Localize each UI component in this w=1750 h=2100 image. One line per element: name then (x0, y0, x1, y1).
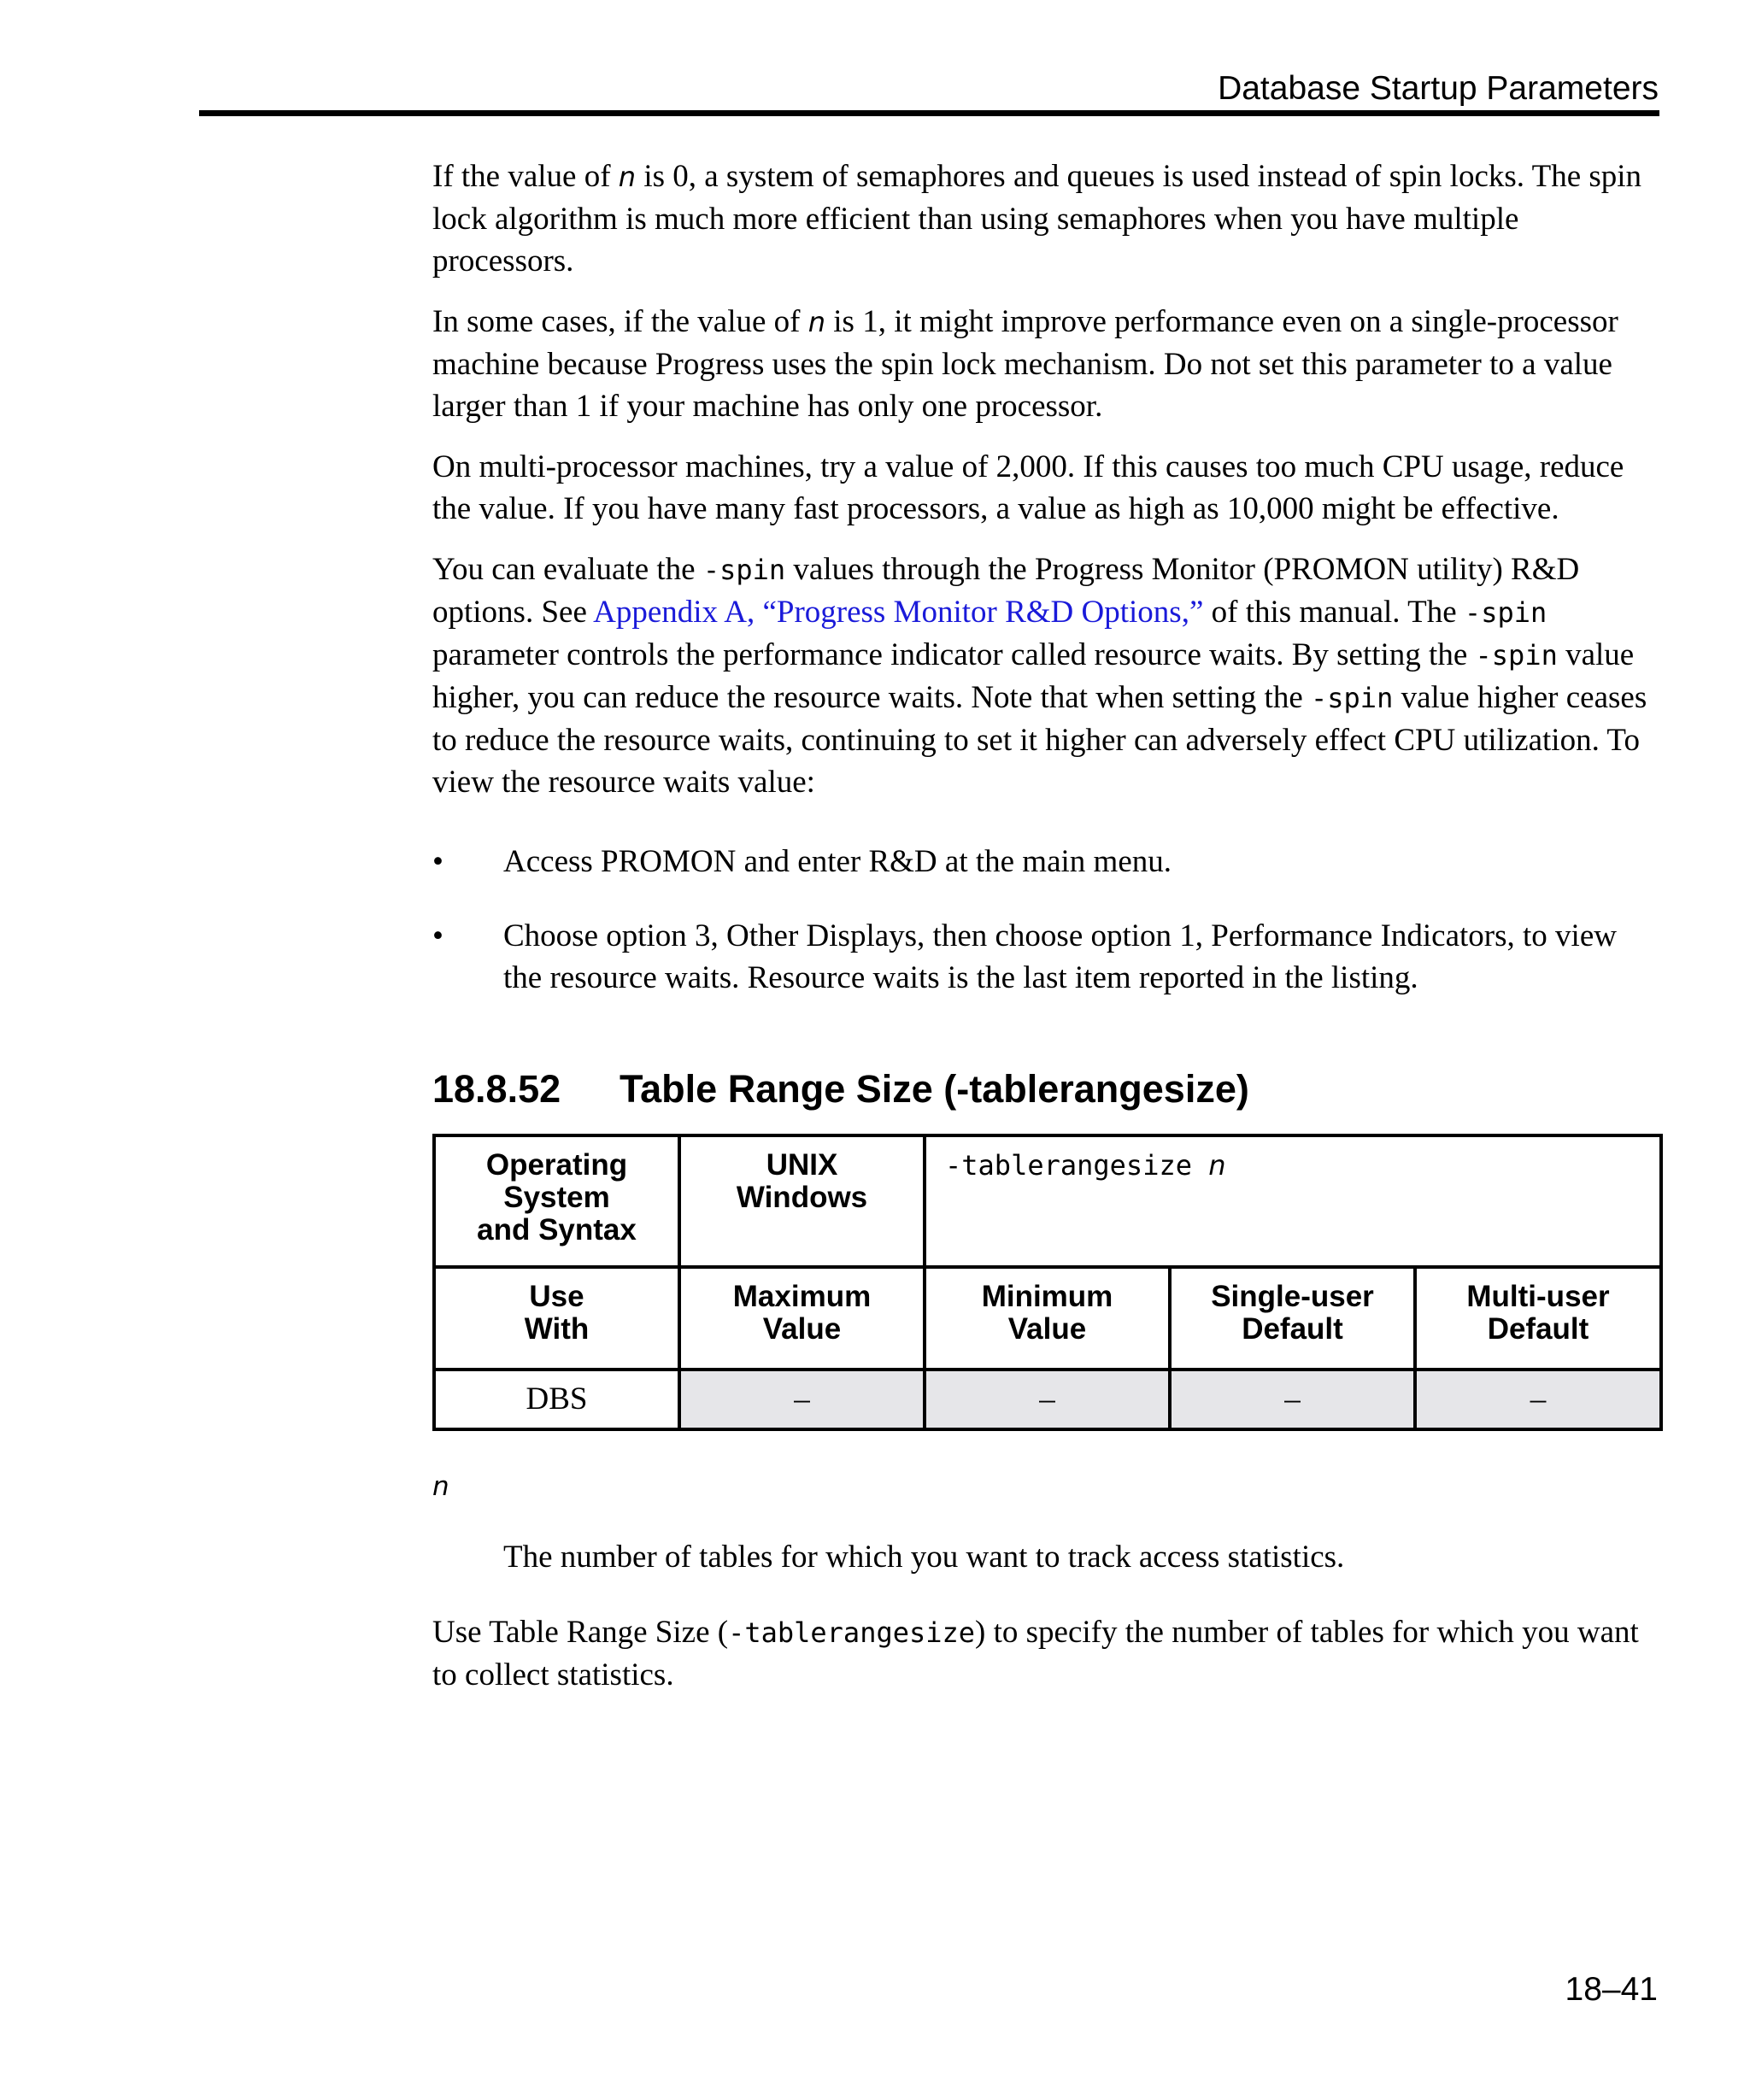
header-line: Use (529, 1280, 584, 1313)
paragraph-text: If the value of (432, 159, 619, 194)
os-syntax-label-cell (434, 1135, 679, 1267)
paragraph-text: values through the Progress Monitor (PROMON utility) R&D options. See (432, 552, 1580, 630)
syntax-cell (925, 1135, 1661, 1267)
list-item (432, 915, 1654, 999)
os-value: Windows (736, 1181, 868, 1214)
code-tablerangesize: -tablerangesize (728, 1616, 976, 1649)
cell-maximum-value: – (679, 1370, 925, 1429)
os-values-cell (679, 1135, 925, 1267)
header-line: Multi-user (1466, 1280, 1610, 1313)
section-title: Table Range Size (-tablerangesize) (620, 1067, 1249, 1111)
header-rule (199, 110, 1659, 116)
os-value: UNIX (766, 1148, 838, 1182)
list-item (432, 841, 1654, 883)
paragraph-use-table-range-size (432, 1611, 1654, 1696)
term-definition: The number of tables for which you want to track access statistics. (503, 1540, 1345, 1575)
paragraph-text: of this manual. The (1203, 595, 1465, 630)
header-line: With (524, 1312, 590, 1346)
variable-n: n (618, 161, 637, 193)
code-spin: -spin (1311, 682, 1394, 714)
table-header-row (434, 1267, 1661, 1370)
paragraph-text: ) to specify the number of tables for which you want to collect statistics. (432, 1615, 1639, 1692)
variable-n: n (807, 306, 826, 338)
running-header: Database Startup Parameters (1218, 70, 1659, 107)
paragraph-evaluate-spin (432, 548, 1654, 803)
paragraph-text: value higher ceases to reduce the resource waits, continuing to set it higher can adversely effect CPU utilization. To view the resource waits value: (432, 680, 1647, 800)
paragraph-text: is 1, it might improve performance even on a single-processor machine because Progress uses the spin lock mechanism. Do not set this parameter to a value larger than 1 if your machine has only one processor. (432, 304, 1618, 424)
paragraph-text: value higher, you can reduce the resource waits. Note that when setting the (432, 637, 1635, 715)
header-line: Default (1487, 1312, 1589, 1346)
table-row (434, 1370, 1661, 1429)
appendix-a-link[interactable]: Appendix A, “Progress Monitor R&D Options,” (593, 595, 1204, 630)
bullet-icon: • (432, 918, 443, 953)
section-number: 18.8.52 (432, 1067, 561, 1111)
code-spin: -spin (1464, 596, 1547, 629)
header-line: Single-user (1211, 1280, 1374, 1313)
paragraph-text: parameter controls the performance indicator called resource waits. By setting the (432, 637, 1476, 672)
list-item-text: Choose option 3, Other Displays, then choose option 1, Performance Indicators, to view the resource waits. Resource waits is the last item reported in the listing. (503, 918, 1617, 995)
section-heading (432, 1065, 1249, 1113)
header-minimum-value (925, 1267, 1170, 1370)
header-line: and Syntax (477, 1213, 637, 1247)
paragraph-spin-zero (432, 155, 1654, 282)
header-line: Maximum (732, 1280, 872, 1313)
paragraph-spin-one (432, 301, 1654, 427)
header-multi-user-default (1415, 1267, 1661, 1370)
syntax-argument: n (1208, 1149, 1226, 1182)
header-maximum-value (679, 1267, 925, 1370)
paragraph-text: is 0, a system of semaphores and queues is used instead of spin locks. The spin lock algorithm is much more efficient than using semaphores when you have multiple processors. (432, 159, 1642, 279)
paragraph-text: In some cases, if the value of (432, 304, 808, 339)
body-content (432, 155, 1654, 1031)
header-line: Value (1007, 1312, 1087, 1346)
syntax-flag: -tablerangesize (945, 1149, 1192, 1182)
header-line: System (503, 1181, 610, 1214)
header-line: Minimum (981, 1280, 1113, 1313)
term-n: n (432, 1471, 449, 1502)
parameter-table (432, 1134, 1663, 1431)
paragraph-text: You can evaluate the (432, 552, 703, 587)
paragraph-text: Use Table Range Size ( (432, 1615, 729, 1650)
cell-use-with: DBS (434, 1370, 679, 1429)
code-spin: -spin (1475, 639, 1558, 672)
header-use-with (434, 1267, 679, 1370)
header-single-user-default (1170, 1267, 1415, 1370)
header-line: Value (762, 1312, 842, 1346)
code-spin: -spin (702, 554, 786, 586)
header-line: Operating (485, 1148, 628, 1182)
header-line: Default (1242, 1312, 1343, 1346)
paragraph-multi-processor: On multi-processor machines, try a value of 2,000. If this causes too much CPU usage, reduce the value. If you have many fast processors, a value as high as 10,000 might be effective. (432, 449, 1624, 526)
bullet-icon: • (432, 844, 443, 879)
table-row (434, 1135, 1661, 1267)
page-number: 18–41 (1565, 1971, 1658, 2008)
cell-multi-user-default: – (1415, 1370, 1661, 1429)
cell-single-user-default: – (1170, 1370, 1415, 1429)
list-item-text: Access PROMON and enter R&D at the main menu. (503, 844, 1172, 879)
bullet-list (432, 841, 1654, 999)
cell-minimum-value: – (925, 1370, 1170, 1429)
